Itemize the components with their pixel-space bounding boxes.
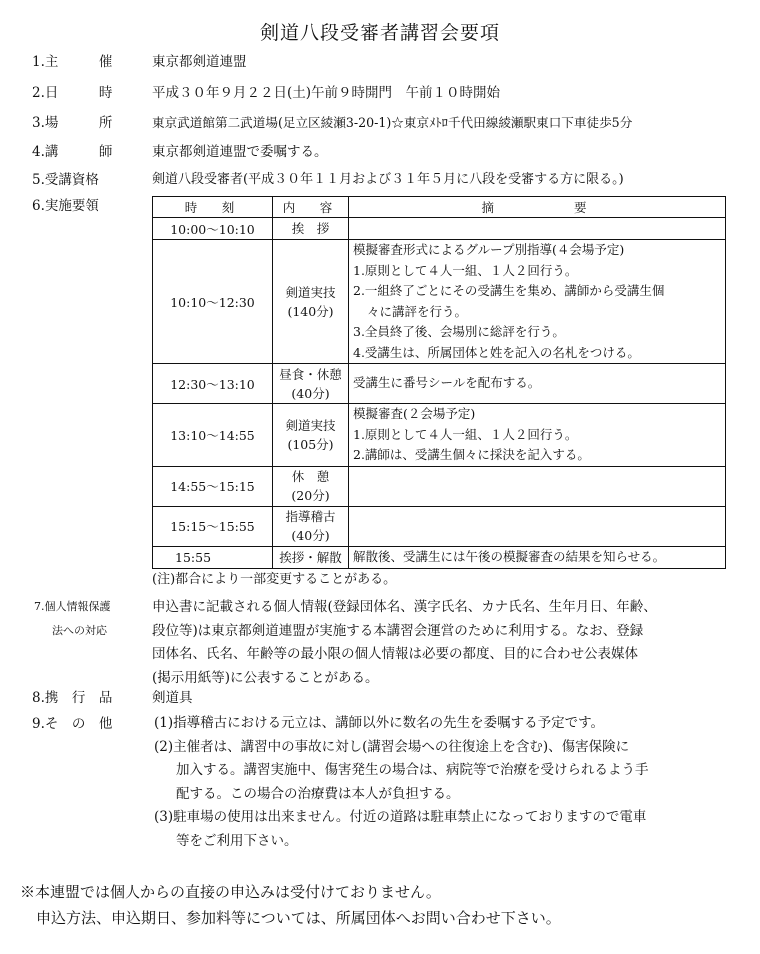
- schedule-time: 12:30〜13:10: [153, 364, 273, 404]
- schedule-detail-line: 々に講評を行う。: [367, 303, 468, 319]
- privacy-line: 団体名、氏名、年齢等の最小限の個人情報は必要の都度、目的に合わせ公表媒体: [152, 646, 638, 662]
- schedule-content-line: 剣道実技: [285, 284, 336, 300]
- schedule-content-line: (140分): [287, 303, 334, 319]
- schedule-detail-line: 解散後、受講生には午後の模擬審査の結果を知らせる。: [353, 548, 666, 564]
- item-date-label: 2.日 時: [32, 85, 113, 101]
- schedule-detail-line: 4.受講生は、所属団体と姓を記入の名札をつける。: [353, 344, 640, 360]
- privacy-label-1: 7.個人情報保護: [34, 600, 111, 613]
- schedule-content: [273, 364, 349, 404]
- schedule-content-line: 挨 拶: [291, 221, 330, 236]
- schedule-time: 14:55〜15:15: [153, 466, 273, 506]
- schedule-detail-line: 1.原則として４人一組、１人２回行う。: [353, 426, 578, 442]
- schedule-detail-line: 2.講師は、受講生個々に採決を記入する。: [353, 447, 590, 462]
- item-eligibility-label: 5.受講資格: [32, 172, 99, 188]
- schedule-time: 10:00〜10:10: [153, 218, 273, 240]
- others-line: 等をご利用下さい。: [176, 832, 298, 849]
- schedule-header-row: [153, 197, 726, 218]
- schedule-detail-line: 3.全員終了後、会場別に総評を行う。: [353, 324, 565, 339]
- item-organizer-label: 1.主 催: [32, 54, 113, 70]
- schedule-content: [273, 546, 349, 568]
- schedule-content-line: (105分): [287, 436, 334, 452]
- schedule-content-line: (40分): [291, 385, 330, 401]
- schedule-note: (注)都合により一部変更することがある。: [152, 572, 397, 587]
- schedule-content-line: 挨拶・解散: [279, 549, 342, 565]
- schedule-content-line: 剣道実技: [285, 417, 336, 433]
- schedule-row: [153, 506, 726, 546]
- page-title: 剣道八段受審者講習会要項: [259, 22, 500, 44]
- item-others-label: 9.そ の 他: [32, 716, 113, 732]
- schedule-detail-line: 模擬審査(２会場予定): [353, 406, 476, 421]
- schedule-content-line: 指導稽古: [285, 509, 336, 524]
- schedule-content-line: 昼食・休憩: [279, 366, 342, 382]
- others-line: (1)指導稽古における元立は、講師以外に数名の先生を委嘱する予定です。: [154, 715, 605, 731]
- schedule-row: [153, 364, 726, 404]
- schedule-detail: [349, 546, 726, 568]
- schedule-row: [153, 404, 726, 467]
- schedule-content: [273, 218, 349, 240]
- item-eligibility-value: 剣道八段受審者(平成３０年１１月および３１年５月に八段を受審する方に限る。): [152, 172, 624, 187]
- item-lecturer-value: 東京都剣道連盟で委嘱する。: [152, 144, 328, 160]
- privacy-line: 申込書に記載される個人情報(登録団体名、漢字氏名、カナ氏名、生年月日、年齢、: [152, 599, 657, 615]
- item-lecturer-label: 4.講 師: [32, 144, 113, 160]
- schedule-content: [273, 466, 349, 506]
- schedule-row: [153, 466, 726, 506]
- footer-notice: ※本連盟では個人からの直接の申込みは受付けておりません。: [20, 883, 441, 901]
- schedule-header-content: 内 容: [273, 197, 349, 218]
- schedule-detail: [349, 240, 726, 364]
- schedule-detail-line: 模擬審査形式によるグループ別指導(４会場予定): [353, 242, 625, 257]
- schedule-content: [273, 404, 349, 467]
- schedule-header-time: 時 刻: [153, 197, 273, 218]
- item-venue-label: 3.場 所: [32, 115, 113, 131]
- others-line: 配する。この場合の治療費は本人が負担する。: [176, 785, 460, 802]
- schedule-detail-line: 1.原則として４人一組、１人２回行う。: [353, 262, 578, 278]
- item-belongings-label: 8.携 行 品: [32, 690, 113, 706]
- schedule-time: 15:15〜15:55: [153, 506, 273, 546]
- schedule-content-line: (20分): [291, 488, 330, 503]
- others-line: (3)駐車場の使用は出来ません。付近の道路は駐車禁止になっておりますので電車: [154, 809, 647, 825]
- schedule-row: [153, 240, 726, 364]
- others-line: (2)主催者は、講習中の事故に対し(講習会場への往復途上を含む)、傷害保険に: [154, 738, 630, 755]
- privacy-line: (掲示用紙等)に公表することがある。: [152, 669, 379, 686]
- schedule-header-detail: 摘 要: [349, 197, 726, 218]
- schedule-detail: [349, 466, 726, 506]
- schedule-detail: [349, 404, 726, 467]
- privacy-label-2: 法への対応: [52, 624, 107, 637]
- schedule-time: 10:10〜12:30: [153, 240, 273, 364]
- schedule-table: [152, 196, 726, 569]
- schedule-detail: [349, 506, 726, 546]
- schedule-row: [153, 546, 726, 568]
- schedule-content-line: (40分): [291, 528, 330, 543]
- privacy-line: 段位等)は東京都剣道連盟が実施する本講習会運営のために利用する。なお、登録: [152, 622, 644, 639]
- item-date-value: 平成３０年９月２２日(土)午前９時開門 午前１０時開始: [152, 85, 501, 101]
- schedule-time: 15:55: [153, 546, 273, 568]
- schedule-detail-line: 受講生に番号シールを配布する。: [353, 375, 541, 391]
- others-line: 加入する。講習実施中、傷害発生の場合は、病院等で治療を受けられるよう手: [176, 762, 649, 778]
- schedule-content: [273, 240, 349, 364]
- schedule-detail: [349, 218, 726, 240]
- item-venue-value: 東京武道館第二武道場(足立区綾瀬3-20-1)☆東京ﾒﾄﾛ千代田線綾瀬駅東口下車徒歩5分: [152, 115, 633, 130]
- item-outline-label: 6.実施要領: [32, 198, 99, 214]
- item-belongings-value: 剣道具: [152, 690, 193, 706]
- schedule-detail-line: 2.一組終了ごとにその受講生を集め、講師から受講生個: [353, 283, 665, 298]
- schedule-content-line: 休 憩: [291, 469, 330, 484]
- schedule-detail: [349, 364, 726, 404]
- schedule-time: 13:10〜14:55: [153, 404, 273, 467]
- item-organizer-value: 東京都剣道連盟: [152, 54, 247, 70]
- schedule-row: [153, 218, 726, 240]
- schedule-content: [273, 506, 349, 546]
- footer-inquiry: 申込方法、申込期日、参加料等については、所属団体へお問い合わせ下さい。: [36, 909, 561, 927]
